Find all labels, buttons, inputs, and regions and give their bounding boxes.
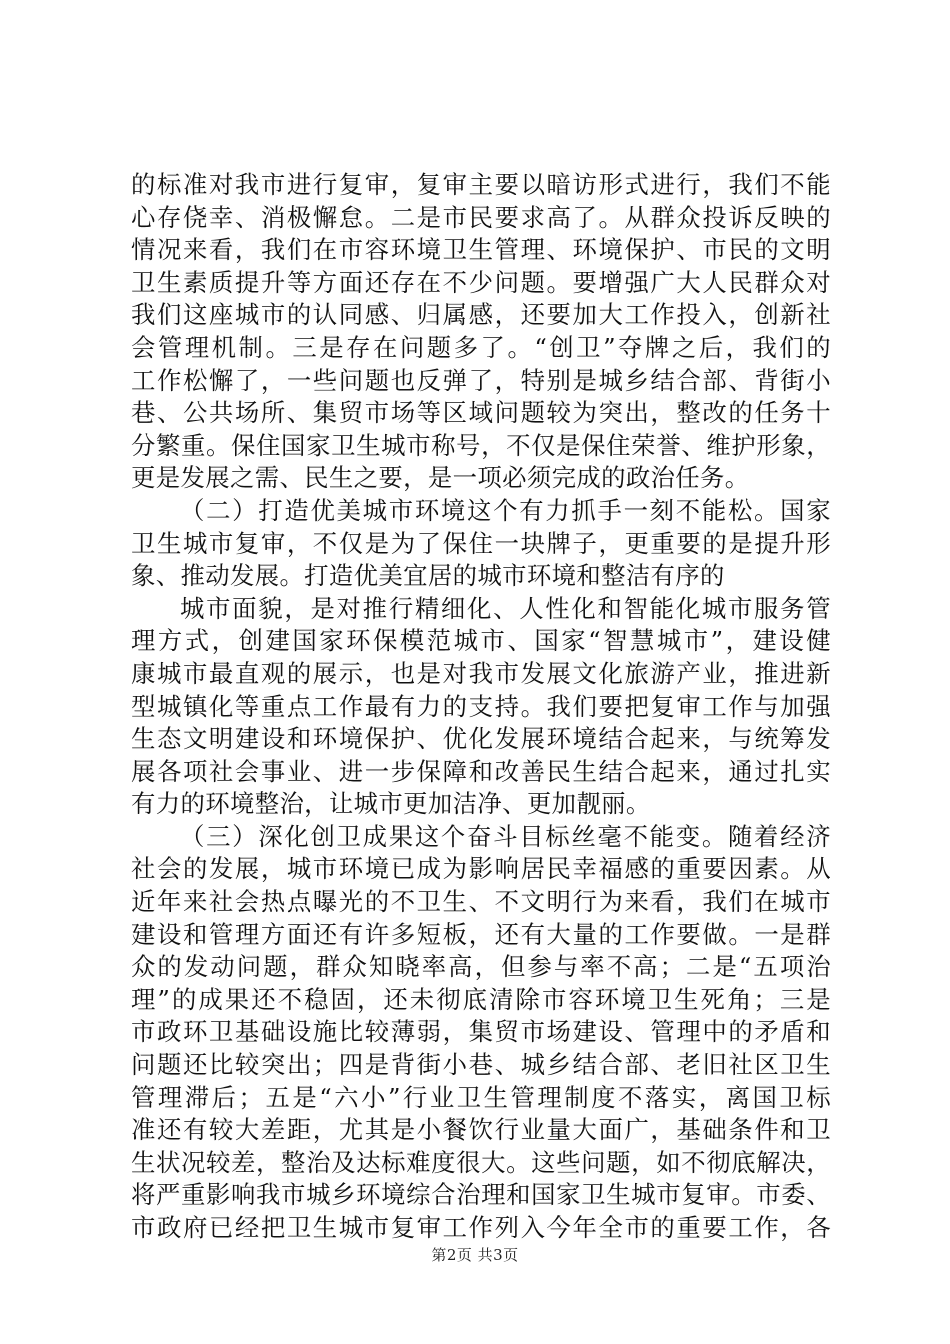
text-line: 市政府已经把卫生城市复审工作列入今年全市的重要工作，各: [131, 1213, 831, 1242]
text-line: 象、推动发展。打造优美宜居的城市环境和整洁有序的: [131, 561, 725, 591]
page-footer: 第2页 共3页: [431, 1246, 519, 1264]
body-text: [131, 169, 831, 1245]
text-line: 会管理机制。三是存在问题多了。“创卫”夺牌之后，我们的: [131, 332, 831, 362]
text-line: 有力的环境整治，让城市更加洁净、更加靓丽。: [131, 789, 651, 819]
text-line: 理方式，创建国家环保模范城市、国家“智慧城市”，建设健: [131, 626, 831, 656]
text-line: 工作松懈了，一些问题也反弹了，特别是城乡结合部、背街小: [131, 365, 831, 395]
text-line: 心存侥幸、消极懈怠。二是市民要求高了。从群众投诉反映的: [131, 202, 831, 232]
text-line: 型城镇化等重点工作最有力的支持。我们要把复审工作与加强: [131, 691, 831, 721]
text-line: 的标准对我市进行复审，复审主要以暗访形式进行，我们不能: [131, 170, 831, 199]
paragraph-heading-line: （三）深化创卫成果这个奋斗目标丝毫不能变。随着经济: [180, 821, 831, 851]
text-line: 管理滞后；五是“六小”行业卫生管理制度不落实，离国卫标: [131, 1082, 831, 1112]
text-line: 生状况较差，整治及达标难度很大。这些问题，如不彻底解决，: [131, 1147, 831, 1177]
text-line: 我们这座城市的认同感、归属感，还要加大工作投入，创新社: [131, 300, 831, 330]
text-line: 准还有较大差距，尤其是小餐饮行业量大面广，基础条件和卫: [131, 1115, 831, 1145]
text-line: 问题还比较突出；四是背街小巷、城乡结合部、老旧社区卫生: [131, 1050, 831, 1080]
text-line: 展各项社会事业、进一步保障和改善民生结合起来，通过扎实: [131, 756, 831, 786]
text-line: 市政环卫基础设施比较薄弱，集贸市场建设、管理中的矛盾和: [131, 1017, 831, 1047]
text-line: 城市面貌，是对推行精细化、人性化和智能化城市服务管: [180, 593, 831, 623]
text-line: 众的发动问题，群众知晓率高，但参与率不高；二是“五项治: [131, 952, 831, 982]
text-line: 卫生城市复审，不仅是为了保住一块牌子，更重要的是提升形: [131, 528, 831, 558]
text-line: 更是发展之需、民生之要，是一项必须完成的政治任务。: [131, 463, 750, 493]
text-line: 建设和管理方面还有许多短板，还有大量的工作要做。一是群: [131, 919, 831, 949]
text-line: 情况来看，我们在市容环境卫生管理、环境保护、市民的文明: [131, 235, 831, 265]
text-line: 生态文明建设和环境保护、优化发展环境结合起来，与统筹发: [131, 724, 831, 754]
paragraph-heading-line: （二）打造优美城市环境这个有力抓手一刻不能松。国家: [180, 495, 831, 525]
text-line: 卫生素质提升等方面还存在不少问题。要增强广大人民群众对: [131, 267, 831, 297]
text-line: 将严重影响我市城乡环境综合治理和国家卫生城市复审。市委、: [131, 1180, 831, 1210]
text-line: 康城市最直观的展示，也是对我市发展文化旅游产业，推进新: [131, 658, 831, 688]
text-line: 巷、公共场所、集贸市场等区域问题较为突出，整改的任务十: [131, 398, 831, 428]
text-line: 近年来社会热点曝光的不卫生、不文明行为来看，我们在城市: [131, 887, 831, 917]
text-line: 社会的发展，城市环境已成为影响居民幸福感的重要因素。从: [131, 854, 831, 884]
text-line: 分繁重。保住国家卫生城市称号，不仅是保住荣誉、维护形象，: [131, 430, 831, 460]
text-line: 理”的成果还不稳固，还未彻底清除市容环境卫生死角；三是: [131, 984, 831, 1014]
